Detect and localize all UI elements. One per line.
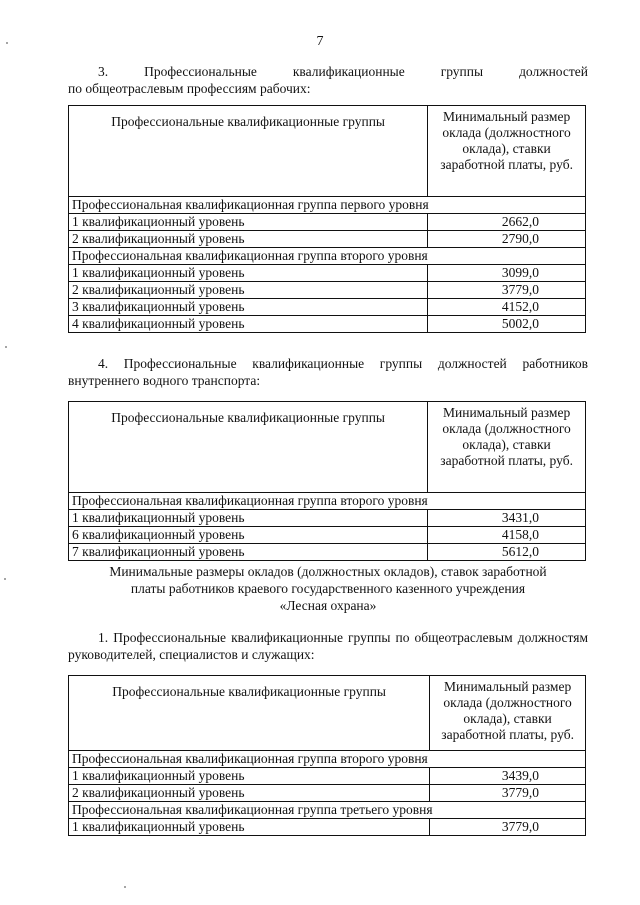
subtitle-line-1: Минимальные размеры окладов (должностных окладов), ставок заработной — [109, 564, 547, 579]
salary-value: 2790,0 — [428, 231, 586, 248]
qualification-level: 2 квалификационный уровень — [69, 231, 428, 248]
group-row — [69, 802, 586, 819]
salary-value: 4158,0 — [428, 527, 586, 544]
group-row — [69, 197, 586, 214]
qualification-group: Профессиональная квалификационная группа второго уровня — [69, 248, 586, 265]
section-3-line-2: по общеотраслевым профессиям рабочих: — [68, 81, 311, 96]
qualification-group: Профессиональная квалификационная группа второго уровня — [69, 493, 586, 510]
table-row — [69, 282, 586, 299]
table-header-row — [69, 402, 586, 493]
qualification-level: 7 квалификационный уровень — [69, 544, 428, 561]
section-4-heading — [68, 355, 588, 389]
salary-table-water-transport — [68, 401, 586, 561]
salary-value: 3779,0 — [430, 785, 586, 802]
heading-word: группы — [440, 64, 484, 79]
qualification-level: 1 квалификационный уровень — [69, 510, 428, 527]
heading-word: Профессиональные — [144, 64, 257, 79]
scan-speck — [6, 42, 8, 44]
table-row — [69, 316, 586, 333]
heading-word: должностей — [519, 64, 588, 79]
qualification-level: 4 квалификационный уровень — [69, 316, 428, 333]
heading-word: 3. — [98, 64, 109, 79]
section-1-text: 1. Профессиональные квалификационные группы по общеотраслевым должностям руководителей, специалистов и служащих: — [68, 630, 588, 662]
header-salary: Минимальный размер оклада (должностного оклада), ставки заработной платы, руб. — [428, 106, 586, 197]
qualification-group: Профессиональная квалификационная группа третьего уровня — [69, 802, 586, 819]
table-row — [69, 768, 586, 785]
qualification-level: 3 квалификационный уровень — [69, 299, 428, 316]
salary-value: 3779,0 — [428, 282, 586, 299]
subtitle-block — [68, 563, 588, 614]
salary-value: 3099,0 — [428, 265, 586, 282]
group-row — [69, 493, 586, 510]
header-salary: Минимальный размер оклада (должностного оклада), ставки заработной платы, руб. — [430, 676, 586, 751]
table-row — [69, 819, 586, 836]
table-row — [69, 299, 586, 316]
salary-value: 5612,0 — [428, 544, 586, 561]
salary-table-workers — [68, 105, 586, 333]
qualification-level: 1 квалификационный уровень — [69, 819, 430, 836]
header-groups: Профессиональные квалификационные группы — [69, 402, 428, 493]
header-groups: Профессиональные квалификационные группы — [69, 676, 430, 751]
header-groups: Профессиональные квалификационные группы — [69, 106, 428, 197]
table-row — [69, 265, 586, 282]
table-header-row — [69, 106, 586, 197]
qualification-level: 2 квалификационный уровень — [69, 785, 430, 802]
section-1-heading — [68, 629, 588, 663]
table-row — [69, 214, 586, 231]
subtitle-line-2: платы работников краевого государственного казенного учреждения — [130, 581, 526, 596]
section-3-line-1 — [68, 63, 588, 80]
scan-speck — [5, 346, 7, 348]
group-row — [69, 248, 586, 265]
heading-word: квалификационные — [292, 64, 405, 79]
qualification-level: 1 квалификационный уровень — [69, 265, 428, 282]
salary-value: 3439,0 — [430, 768, 586, 785]
qualification-level: 1 квалификационный уровень — [69, 214, 428, 231]
table-row — [69, 527, 586, 544]
salary-value: 5002,0 — [428, 316, 586, 333]
qualification-group: Профессиональная квалификационная группа первого уровня — [69, 197, 586, 214]
salary-value: 2662,0 — [428, 214, 586, 231]
table-row — [69, 785, 586, 802]
qualification-level: 1 квалификационный уровень — [69, 768, 430, 785]
table-row — [69, 510, 586, 527]
qualification-group: Профессиональная квалификационная группа второго уровня — [69, 751, 586, 768]
header-salary: Минимальный размер оклада (должностного оклада), ставки заработной платы, руб. — [428, 402, 586, 493]
scan-speck — [4, 578, 6, 580]
page-number: 7 — [316, 34, 324, 49]
scan-speck — [124, 886, 126, 888]
salary-value: 3779,0 — [430, 819, 586, 836]
salary-value: 4152,0 — [428, 299, 586, 316]
section-3-heading — [68, 63, 588, 97]
subtitle-line-3: «Лесная охрана» — [279, 598, 377, 613]
table-header-row — [69, 676, 586, 751]
section-4-text: 4. Профессиональные квалификационные группы должностей работников внутреннего водного транспорта: — [68, 356, 588, 388]
group-row — [69, 751, 586, 768]
table-row — [69, 544, 586, 561]
qualification-level: 2 квалификационный уровень — [69, 282, 428, 299]
salary-table-managers — [68, 675, 586, 836]
salary-value: 3431,0 — [428, 510, 586, 527]
qualification-level: 6 квалификационный уровень — [69, 527, 428, 544]
table-row — [69, 231, 586, 248]
